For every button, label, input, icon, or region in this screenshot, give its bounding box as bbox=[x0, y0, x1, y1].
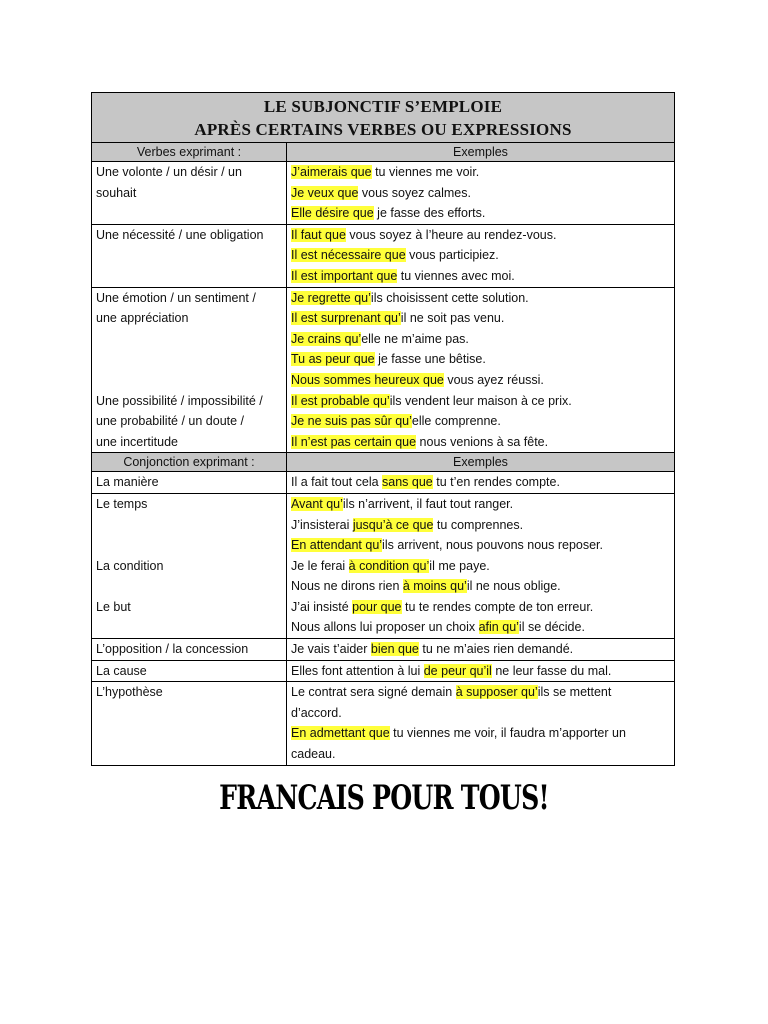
sentence-text: il ne soit pas venu. bbox=[400, 311, 505, 326]
example-sentence bbox=[291, 391, 670, 412]
examples-cell bbox=[287, 493, 675, 638]
sentence-text: tu viennes me voir. bbox=[371, 165, 480, 179]
sentence-text: Je vais t’aider bbox=[291, 642, 371, 657]
title-line-1: LE SUBJONCTIF S’EMPLOIE bbox=[263, 97, 503, 116]
highlighted-expression: Il est surprenant qu’ bbox=[291, 311, 401, 326]
category-cell bbox=[92, 287, 287, 453]
example-sentence bbox=[291, 432, 670, 453]
col-header-exemples: Exemples bbox=[287, 143, 675, 162]
category-label: L’opposition / la concession bbox=[96, 642, 249, 657]
table-row bbox=[92, 682, 675, 765]
category-label: Le but bbox=[96, 599, 131, 614]
table-row bbox=[92, 162, 675, 225]
subjunctive-sheet bbox=[91, 92, 674, 766]
category-label: La condition bbox=[96, 558, 164, 573]
category-cell bbox=[92, 660, 287, 682]
sentence-text: il se décide. bbox=[518, 620, 585, 635]
example-sentence bbox=[291, 162, 670, 183]
examples-cell bbox=[287, 472, 675, 494]
examples-cell bbox=[287, 224, 675, 287]
sentence-text: Nous allons lui proposer un choix bbox=[291, 620, 479, 635]
category-cell bbox=[92, 224, 287, 287]
highlighted-expression: Il est important que bbox=[291, 268, 398, 283]
highlighted-expression: Il faut que bbox=[291, 227, 346, 242]
example-sentence bbox=[291, 472, 670, 493]
table-row bbox=[92, 639, 675, 661]
sentence-text: ne leur fasse du mal. bbox=[491, 663, 612, 678]
category-label: souhait bbox=[96, 185, 137, 200]
spacer bbox=[96, 349, 282, 370]
sentence-text: tu comprennes. bbox=[433, 517, 524, 532]
sentence-text: ils choisissent cette solution. bbox=[370, 290, 529, 305]
example-sentence bbox=[291, 576, 670, 597]
example-sentence bbox=[291, 703, 670, 724]
sentence-text: tu te rendes compte de ton erreur. bbox=[401, 599, 594, 614]
sentence-text: Nous ne dirons rien bbox=[291, 579, 403, 594]
category-cell bbox=[92, 472, 287, 494]
category-label: une probabilité / un doute / bbox=[96, 414, 245, 429]
category-label: La manière bbox=[96, 475, 159, 490]
sentence-text: tu viennes avec moi. bbox=[397, 268, 515, 283]
col-header-verbes: Verbes exprimant : bbox=[92, 143, 287, 162]
category-cell bbox=[92, 162, 287, 225]
example-sentence bbox=[291, 266, 670, 287]
sentence-text: tu ne m’aies rien demandé. bbox=[418, 642, 574, 657]
highlighted-expression: bien que bbox=[370, 642, 419, 657]
highlighted-expression: jusqu’à ce que bbox=[352, 517, 434, 532]
sentence-text: d’accord. bbox=[291, 705, 342, 720]
subjunctive-table bbox=[91, 92, 675, 766]
example-sentence bbox=[291, 329, 670, 350]
footer-banner: FRANCAIS POUR TOUS! bbox=[219, 778, 549, 818]
example-sentence bbox=[291, 723, 670, 744]
example-sentence bbox=[291, 597, 670, 618]
example-sentence bbox=[291, 245, 670, 266]
sentence-text: Il a fait tout cela bbox=[291, 475, 383, 490]
example-sentence bbox=[291, 411, 670, 432]
example-sentence bbox=[291, 617, 670, 638]
title-line-2: APRÈS CERTAINS VERBES OU EXPRESSIONS bbox=[194, 120, 572, 139]
highlighted-expression: En attendant qu’ bbox=[291, 538, 383, 553]
table-row bbox=[92, 472, 675, 494]
highlighted-expression: Il est nécessaire que bbox=[291, 248, 406, 263]
category-label: une appréciation bbox=[96, 311, 189, 326]
example-sentence bbox=[291, 349, 670, 370]
example-sentence bbox=[291, 203, 670, 224]
example-sentence bbox=[291, 288, 670, 309]
sentence-text: nous venions à sa fête. bbox=[416, 434, 549, 449]
sentence-text: J’insisterai bbox=[291, 517, 353, 532]
category-label: une incertitude bbox=[96, 434, 179, 449]
category-cell bbox=[92, 493, 287, 638]
category-label: Une possibilité / impossibilité / bbox=[96, 393, 263, 408]
highlighted-expression: Il n’est pas certain que bbox=[291, 434, 417, 449]
col-header-conjonction: Conjonction exprimant : bbox=[92, 453, 287, 472]
sentence-text: il ne nous oblige. bbox=[466, 579, 561, 594]
sentence-text: vous ayez réussi. bbox=[443, 372, 544, 387]
example-sentence bbox=[291, 515, 670, 536]
highlighted-expression: pour que bbox=[352, 599, 402, 614]
example-sentence bbox=[291, 308, 670, 329]
title-row bbox=[92, 93, 675, 143]
table-row bbox=[92, 493, 675, 638]
category-label: Une émotion / un sentiment / bbox=[96, 290, 256, 305]
table-row bbox=[92, 660, 675, 682]
examples-cell bbox=[287, 682, 675, 765]
highlighted-expression: Je regrette qu’ bbox=[291, 290, 371, 305]
sentence-text: vous participiez. bbox=[405, 248, 499, 263]
sentence-text: Elles font attention à lui bbox=[291, 663, 424, 678]
example-sentence bbox=[291, 494, 670, 515]
sentence-text: ils se mettent bbox=[537, 685, 612, 700]
highlighted-expression: Je crains qu’ bbox=[291, 331, 362, 346]
sentence-text: Le contrat sera signé demain bbox=[291, 685, 456, 700]
example-sentence bbox=[291, 639, 670, 660]
table-row bbox=[92, 224, 675, 287]
highlighted-expression: Nous sommes heureux que bbox=[291, 372, 444, 387]
sentence-text: cadeau. bbox=[291, 747, 336, 762]
sentence-text: il me paye. bbox=[429, 558, 490, 573]
sentence-text: vous soyez calmes. bbox=[358, 185, 471, 200]
table-title bbox=[92, 93, 675, 143]
category-cell bbox=[92, 682, 287, 765]
section2-body bbox=[92, 472, 675, 765]
section2-header-row bbox=[92, 453, 675, 472]
example-sentence bbox=[291, 744, 670, 765]
example-sentence bbox=[291, 535, 670, 556]
category-label: Le temps bbox=[96, 496, 148, 511]
category-label: La cause bbox=[96, 663, 147, 678]
highlighted-expression: afin qu’ bbox=[478, 620, 519, 635]
spacer bbox=[96, 535, 282, 556]
highlighted-expression: de peur qu’il bbox=[423, 663, 492, 678]
sentence-text: elle comprenne. bbox=[411, 414, 501, 429]
sentence-text: je fasse des efforts. bbox=[373, 206, 486, 221]
highlighted-expression: Avant qu’ bbox=[291, 496, 343, 511]
section1-header-row bbox=[92, 143, 675, 162]
example-sentence bbox=[291, 370, 670, 391]
highlighted-expression: Elle désire que bbox=[291, 206, 374, 221]
sentence-text: Je le ferai bbox=[291, 558, 349, 573]
category-cell bbox=[92, 639, 287, 661]
sentence-text: J’ai insisté bbox=[291, 599, 353, 614]
highlighted-expression: à moins qu’ bbox=[402, 579, 467, 594]
examples-cell bbox=[287, 162, 675, 225]
highlighted-expression: Il est probable qu’ bbox=[291, 393, 390, 408]
sentence-text: vous soyez à l’heure au rendez-vous. bbox=[345, 227, 557, 242]
category-label: Une volonte / un désir / un bbox=[96, 165, 242, 179]
highlighted-expression: En admettant que bbox=[291, 726, 390, 741]
sentence-text: ils arrivent, nous pouvons nous reposer. bbox=[382, 538, 604, 553]
spacer bbox=[96, 515, 282, 536]
example-sentence bbox=[291, 661, 670, 682]
example-sentence bbox=[291, 225, 670, 246]
highlighted-expression: sans que bbox=[382, 475, 433, 490]
highlighted-expression: à supposer qu’ bbox=[455, 685, 538, 700]
sentence-text: ils n’arrivent, il faut tout ranger. bbox=[342, 496, 514, 511]
highlighted-expression: J’aimerais que bbox=[291, 165, 372, 179]
table-row bbox=[92, 287, 675, 453]
examples-cell bbox=[287, 639, 675, 661]
highlighted-expression: Je ne suis pas sûr qu’ bbox=[291, 414, 412, 429]
col-header-exemples-2: Exemples bbox=[287, 453, 675, 472]
example-sentence bbox=[291, 556, 670, 577]
highlighted-expression: Je veux que bbox=[291, 185, 359, 200]
example-sentence bbox=[291, 183, 670, 204]
sentence-text: ils vendent leur maison à ce prix. bbox=[389, 393, 572, 408]
section1-body bbox=[92, 162, 675, 453]
highlighted-expression: à condition qu’ bbox=[348, 558, 430, 573]
sentence-text: je fasse une bêtise. bbox=[374, 352, 486, 367]
sentence-text: tu viennes me voir, il faudra m’apporter un bbox=[389, 726, 626, 741]
examples-cell bbox=[287, 660, 675, 682]
category-label: Une nécessité / une obligation bbox=[96, 227, 264, 242]
category-label: L’hypothèse bbox=[96, 685, 163, 700]
spacer bbox=[96, 576, 282, 597]
spacer bbox=[96, 329, 282, 350]
examples-cell bbox=[287, 287, 675, 453]
sentence-text: elle ne m’aime pas. bbox=[361, 331, 469, 346]
spacer bbox=[96, 370, 282, 391]
example-sentence bbox=[291, 682, 670, 703]
sentence-text: tu t’en rendes compte. bbox=[432, 475, 560, 490]
highlighted-expression: Tu as peur que bbox=[291, 352, 375, 367]
